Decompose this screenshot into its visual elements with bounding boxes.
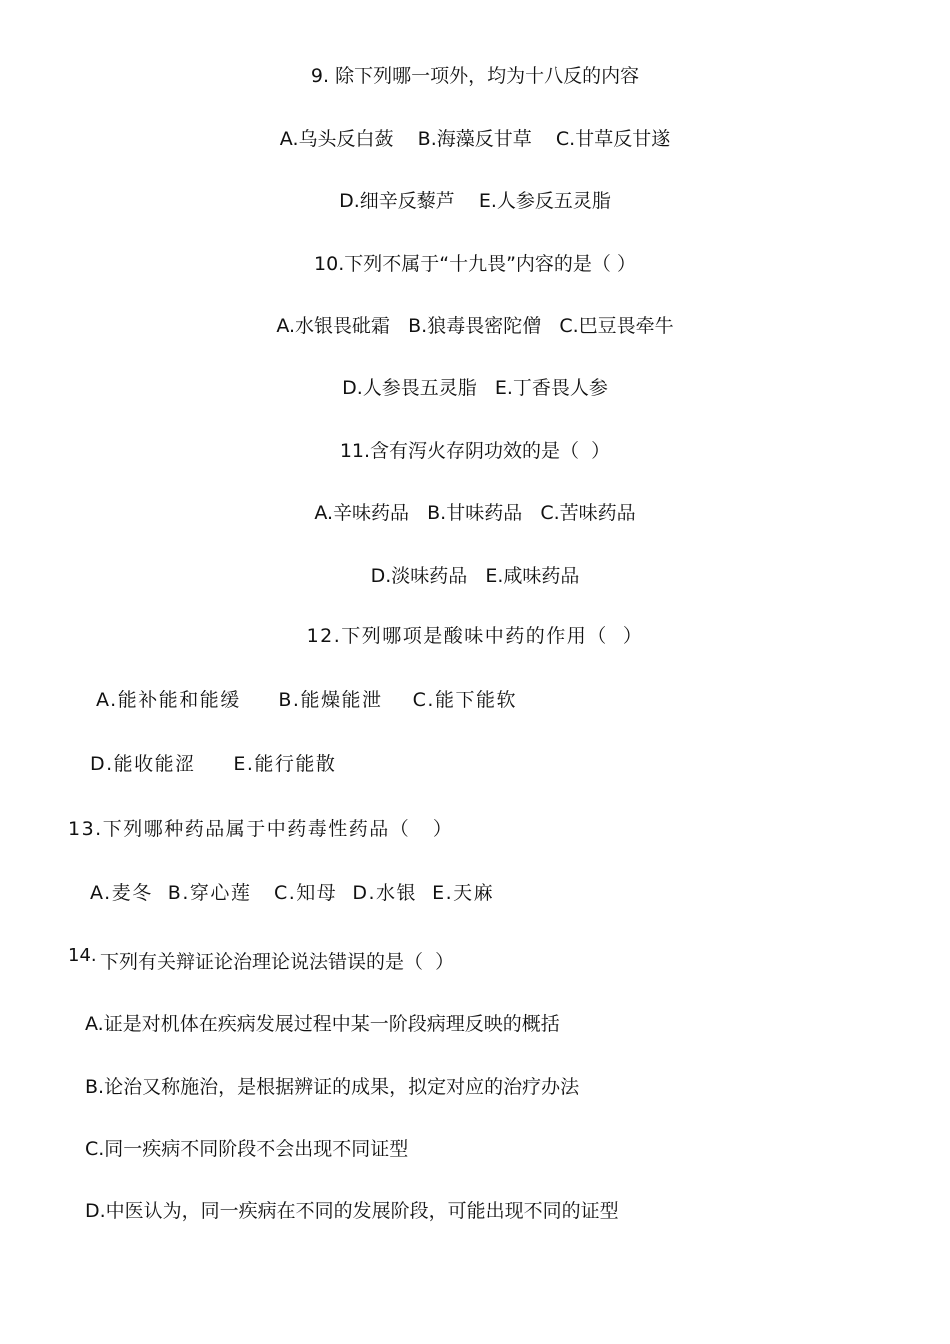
q12-stem: 12.下列哪项是酸味中药的作用（ ） [306, 625, 644, 647]
q13-options-row-1: A.麦冬 B.穿心莲 C.知母 D.水银 E.天麻 [90, 882, 495, 904]
q11-options-row-2: D.淡味药品 E.咸味药品 [370, 565, 580, 587]
q14-option-b: B.论治又称施治，是根据辨证的成果，拟定对应的治疗办法 [85, 1076, 580, 1098]
q13-stem: 13.下列哪种药品属于中药毒性药品（ ） [68, 818, 454, 840]
q14-option-a: A.证是对机体在疾病发展过程中某一阶段病理反映的概括 [85, 1013, 560, 1035]
q11-stem: 11.含有泻火存阴功效的是（ ） [339, 440, 611, 462]
q14-option-c: C.同一疾病不同阶段不会出现不同证型 [85, 1138, 409, 1160]
q10-options-row-2: D.人参畏五灵脂 E.丁香畏人参 [342, 377, 608, 399]
q14-number: 14. [68, 945, 97, 966]
q10-options-row-1: A.水银畏砒霜 B.狼毒畏密陀僧 C.巴豆畏牵牛 [276, 315, 674, 337]
q14-stem: 下列有关辩证论治理论说法错误的是（ ） [100, 951, 455, 973]
q10-stem: 10.下列不属于“十九畏”内容的是（ ） [314, 253, 636, 275]
q9-stem: 9. 除下列哪一项外，均为十八反的内容 [310, 65, 640, 87]
q9-options-row-1: A.乌头反白蔹 B.海藻反甘草 C.甘草反甘遂 [279, 128, 671, 150]
q12-options-row-1: A.能补能和能缓 B.能燥能泄 C.能下能软 [96, 689, 517, 711]
q9-options-row-2: D.细辛反藜芦 E.人参反五灵脂 [339, 190, 611, 212]
q12-options-row-2: D.能收能涩 E.能行能散 [90, 753, 337, 775]
q14-option-d: D.中医认为，同一疾病在不同的发展阶段，可能出现不同的证型 [85, 1200, 619, 1222]
q11-options-row-1: A.辛味药品 B.甘味药品 C.苦味药品 [314, 502, 636, 524]
